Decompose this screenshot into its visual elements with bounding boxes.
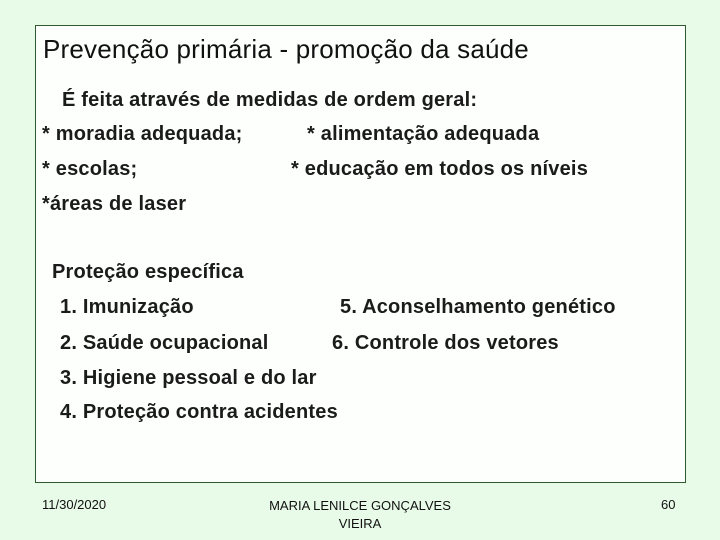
measure-schools: * escolas; bbox=[42, 158, 138, 180]
footer-author-line2: VIEIRA bbox=[338, 516, 382, 531]
footer-author-line1: MARIA LENILCE GONÇALVES bbox=[269, 498, 451, 513]
footer-page-number: 60 bbox=[661, 497, 676, 512]
footer-author bbox=[240, 497, 480, 533]
specific-item-3: 3. Higiene pessoal e do lar bbox=[60, 367, 317, 389]
slide-title: Prevenção primária - promoção da saúde bbox=[43, 34, 529, 64]
footer-date: 11/30/2020 bbox=[42, 497, 107, 512]
specific-item-6: 6. Controle dos vetores bbox=[332, 332, 559, 354]
specific-item-5: 5. Aconselhamento genético bbox=[340, 296, 616, 318]
specific-item-1: 1. Imunização bbox=[60, 296, 194, 318]
intro-text: É feita através de medidas de ordem geral: bbox=[62, 89, 478, 111]
measure-leisure: *áreas de laser bbox=[42, 193, 187, 215]
specific-item-2: 2. Saúde ocupacional bbox=[60, 332, 269, 354]
specific-heading: Proteção específica bbox=[52, 261, 244, 283]
measure-education: * educação em todos os níveis bbox=[291, 158, 589, 180]
measure-housing: * moradia adequada; bbox=[42, 123, 243, 145]
specific-item-4: 4. Proteção contra acidentes bbox=[60, 401, 338, 423]
measure-food: * alimentação adequada bbox=[307, 123, 540, 145]
